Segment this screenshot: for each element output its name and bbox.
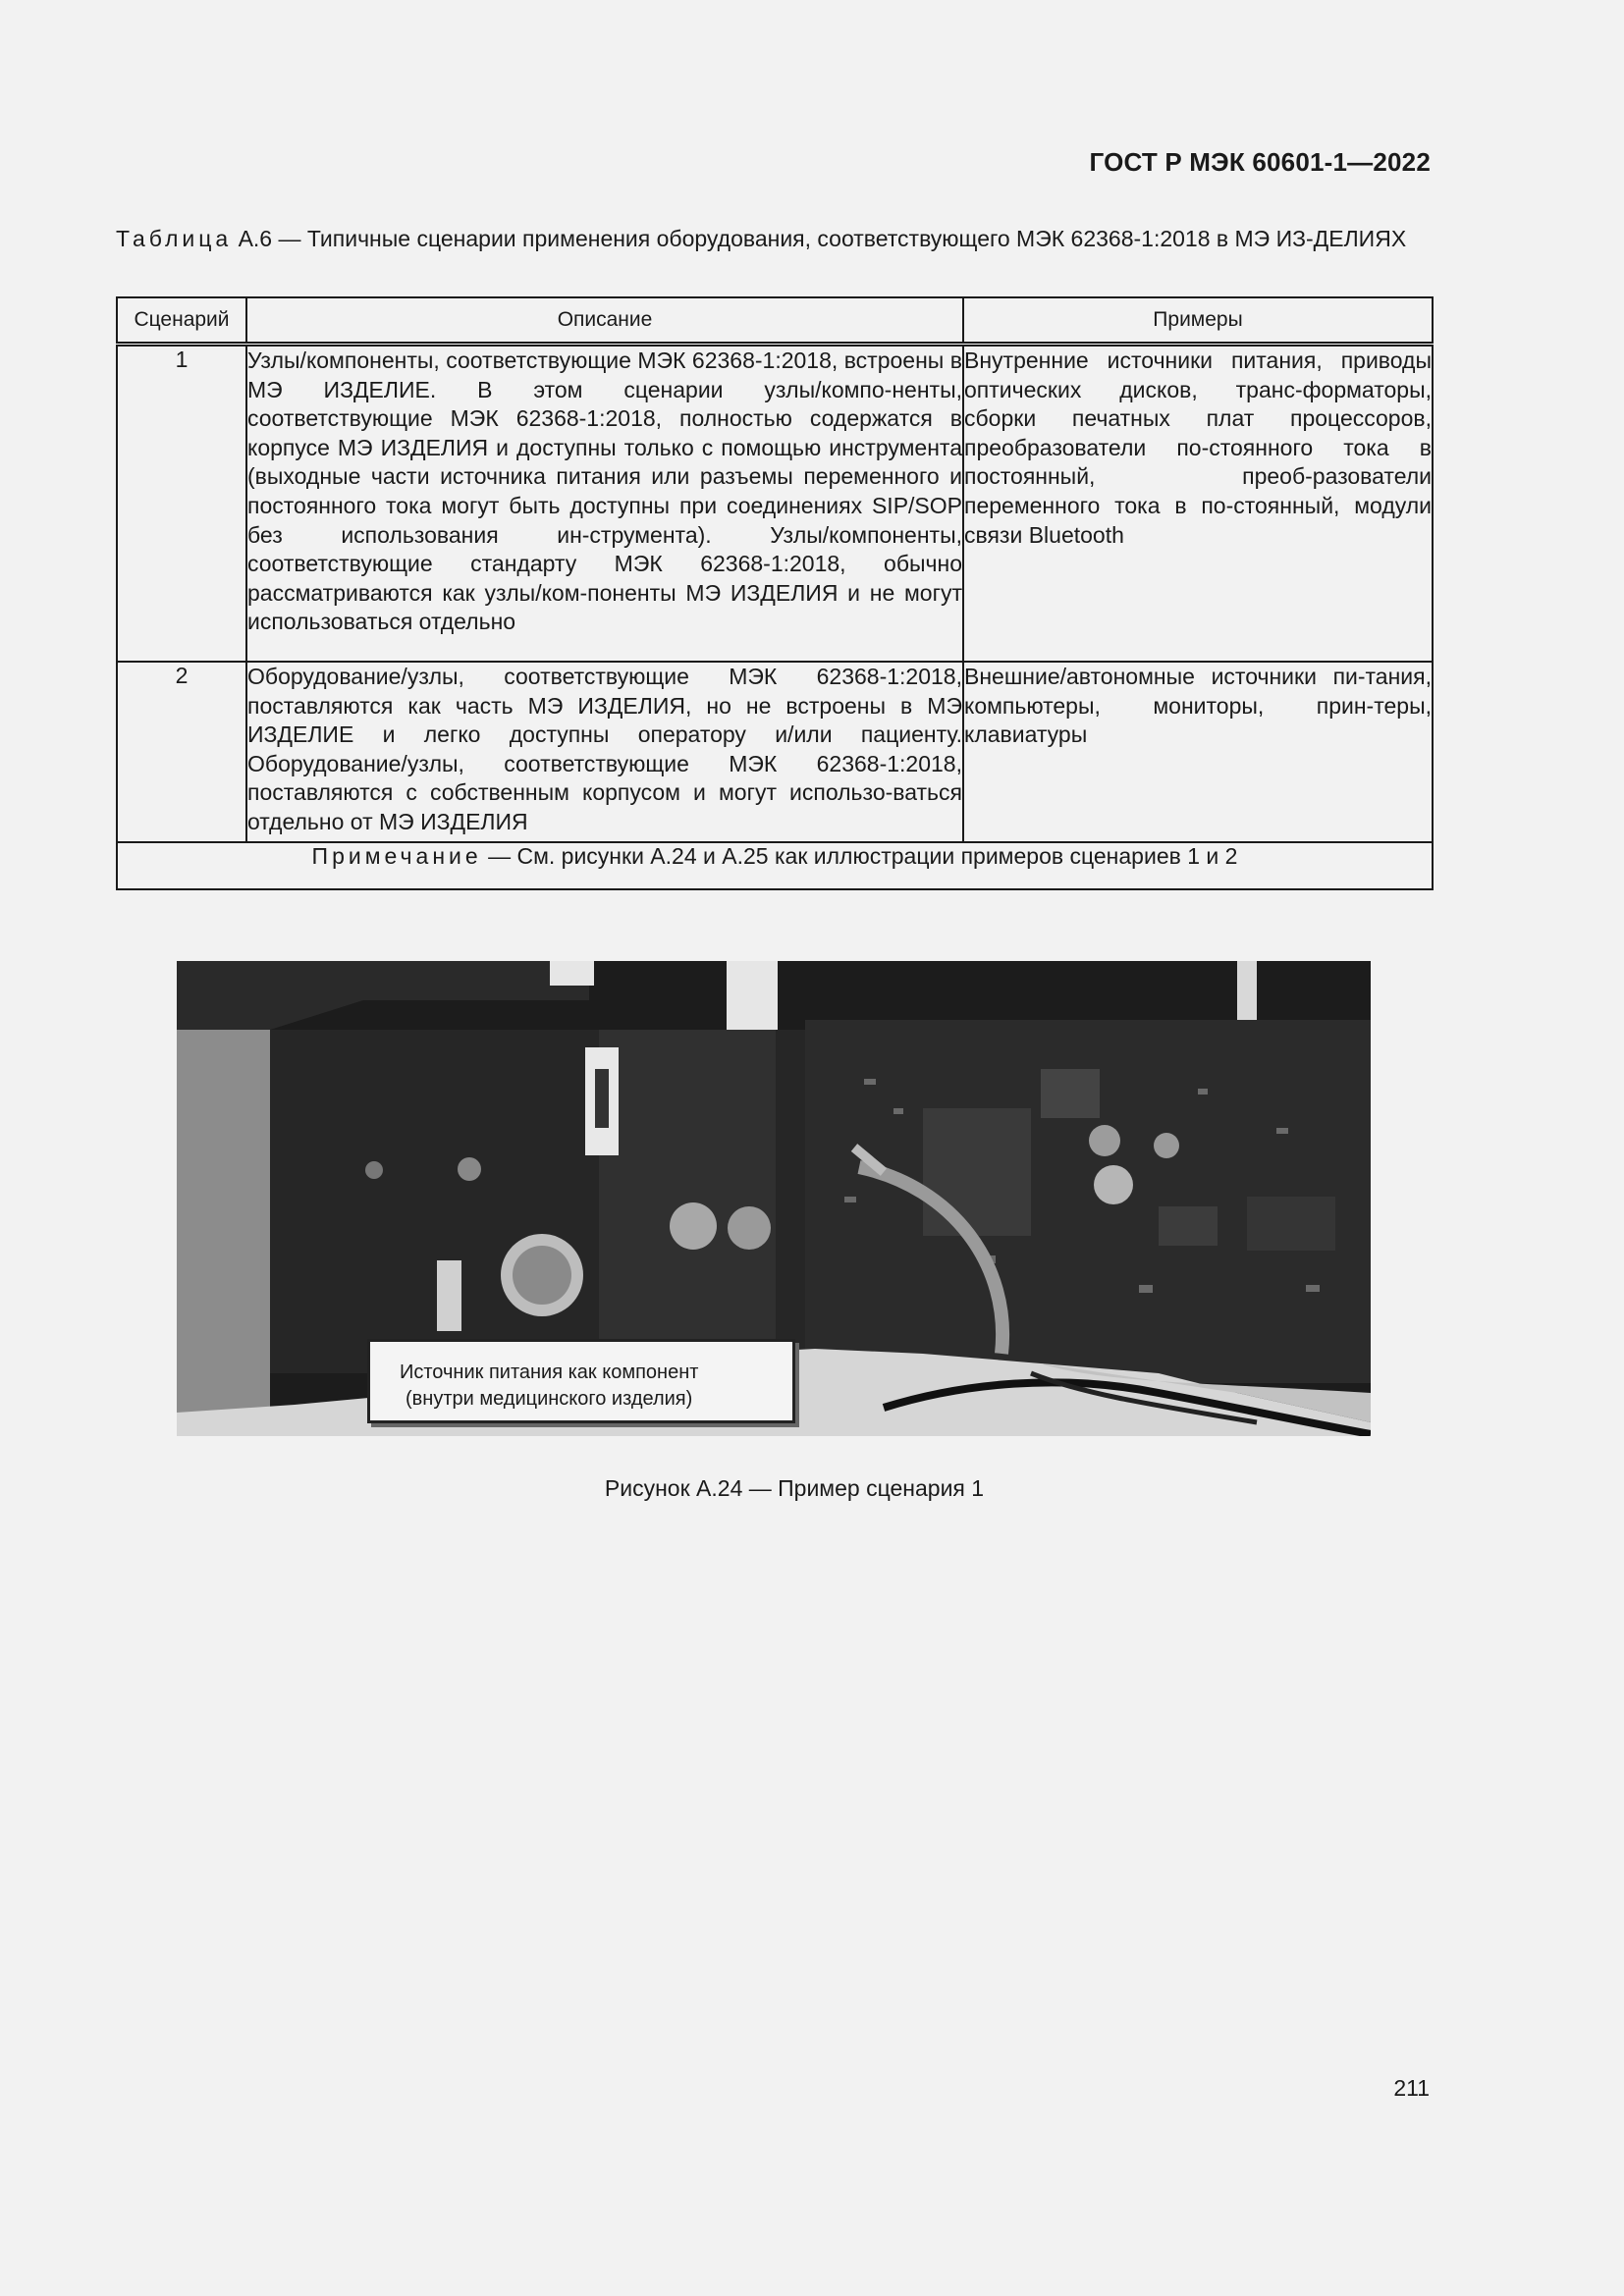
table-row bbox=[117, 345, 1433, 663]
table-note bbox=[117, 842, 1433, 889]
table-caption-label: Таблица bbox=[116, 226, 233, 251]
callout-line-2: (внутри медицинского изделия) bbox=[406, 1388, 693, 1410]
document-header: ГОСТ Р МЭК 60601-1—2022 bbox=[1089, 147, 1431, 177]
header-description: Описание bbox=[246, 297, 963, 345]
header-examples: Примеры bbox=[963, 297, 1433, 345]
note-label: Примечание bbox=[311, 843, 482, 869]
scenario-description: Узлы/компоненты, соответствующие МЭК 62368-1:2018, встроены в МЭ ИЗДЕЛИЕ. В этом сценарии узлы/компо-ненты, соответствующие МЭК 62368-1:2018, полностью содержатся в корпусе МЭ ИЗДЕЛИЯ и доступны только с помощью инструмента (выходные части источника питания или разъемы переменного и постоянного тока могут быть доступны при соединениях SIP/SOP без использования ин-струмента). Узлы/компоненты, соответствующие стандарту МЭК 62368-1:2018, обычно рассматриваются как узлы/ком-поненты МЭ ИЗДЕЛИЯ и не могут использоваться отдельно bbox=[246, 345, 963, 663]
scenario-examples: Внутренние источники питания, приводы оптических дисков, транс-форматоры, сборки печатных плат процессоров, преобразователи по-стоянного тока в постоянный, преоб-разователи переменного тока в по-стоянный, модули связи Bluetooth bbox=[963, 345, 1433, 663]
table-caption-text: А.6 — Типичные сценарии применения оборудования, соответствующего МЭК 62368-1:2018 в МЭ ИЗ-ДЕЛИЯХ bbox=[232, 226, 1407, 251]
figure-caption: Рисунок А.24 — Пример сценария 1 bbox=[604, 1475, 985, 1501]
table-row bbox=[117, 662, 1433, 842]
scenario-number: 2 bbox=[117, 662, 246, 842]
scenario-examples: Внешние/автономные источники пи-тания, компьютеры, мониторы, прин-теры, клавиатуры bbox=[963, 662, 1433, 842]
note-text: — См. рисунки А.24 и А.25 как иллюстрации примеров сценариев 1 и 2 bbox=[481, 843, 1238, 869]
table-note-row bbox=[117, 842, 1433, 889]
header-scenario: Сценарий bbox=[117, 297, 246, 345]
scenarios-table bbox=[116, 296, 1434, 890]
table-header-row bbox=[117, 297, 1433, 345]
callout-line-1: Источник питания как компонент bbox=[400, 1362, 699, 1383]
power-supply-callout bbox=[367, 1339, 795, 1423]
table-caption bbox=[116, 225, 1430, 252]
scenario-description: Оборудование/узлы, соответствующие МЭК 62368-1:2018, поставляются как часть МЭ ИЗДЕЛИЯ, но не встроены в МЭ ИЗДЕЛИЕ и легко доступны оператору и/или пациенту. Оборудование/узлы, соответствующие МЭК 62368-1:2018, поставляются с собственным корпусом и могут использо-ваться отдельно от МЭ ИЗДЕЛИЯ bbox=[246, 662, 963, 842]
page-number: 211 bbox=[1393, 2075, 1430, 2101]
scenario-number: 1 bbox=[117, 345, 246, 663]
